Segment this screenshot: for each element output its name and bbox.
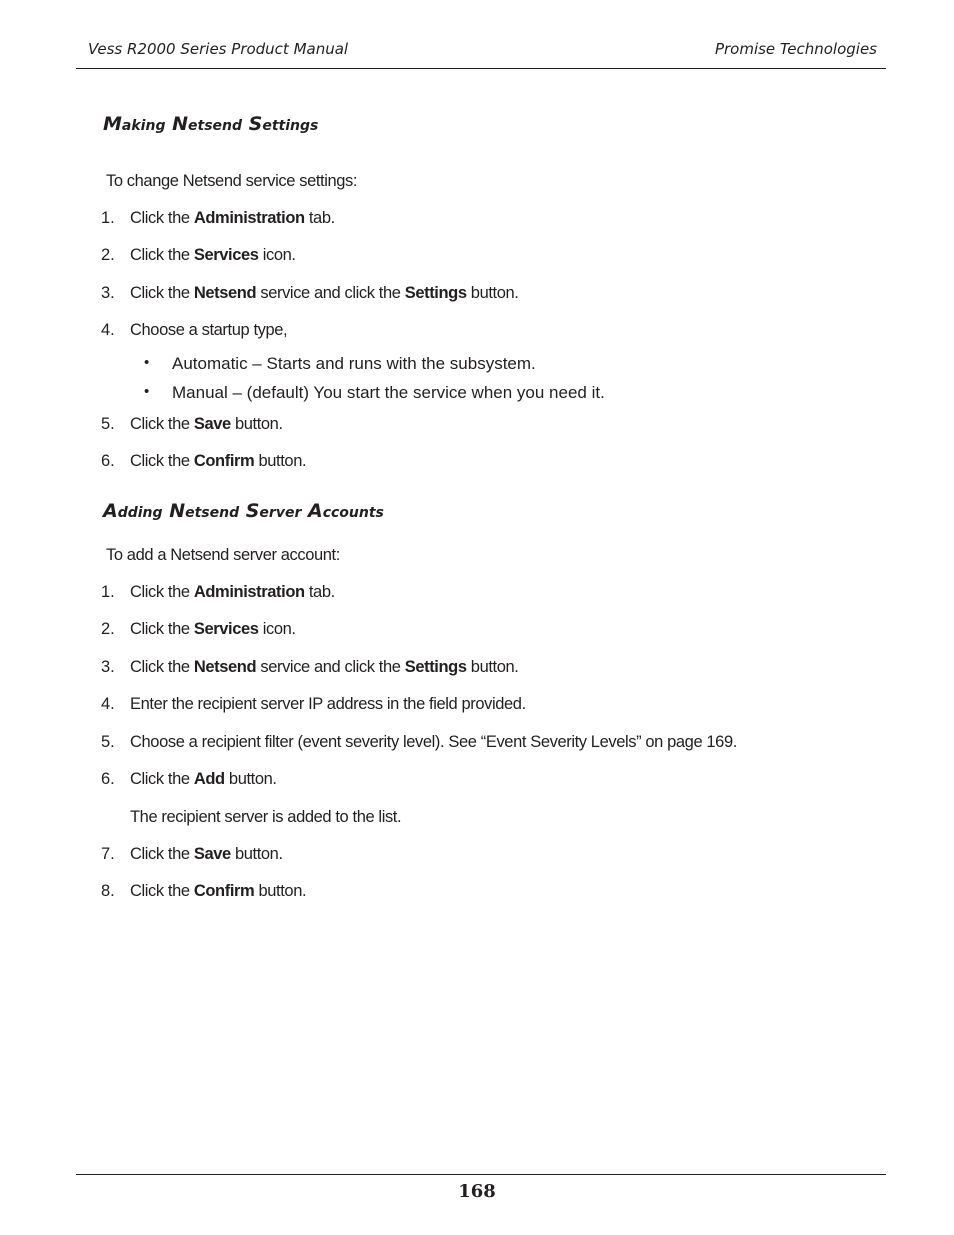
step-number: 7. xyxy=(101,845,115,863)
step-ui-term: Settings xyxy=(404,658,467,676)
list-item xyxy=(130,733,737,752)
heading-word: aking xyxy=(121,118,166,134)
list-item xyxy=(130,209,335,228)
heading-cap: M xyxy=(103,113,122,135)
heading-word: ettings xyxy=(262,118,319,134)
heading-cap: A xyxy=(307,500,323,522)
step-text: tab. xyxy=(304,583,335,601)
step-text: service and click the xyxy=(256,284,405,302)
heading-word: etsend xyxy=(188,118,243,134)
bullet-icon: • xyxy=(144,354,150,371)
step-text: Click the xyxy=(130,770,194,788)
step-ui-term: Services xyxy=(193,246,259,264)
heading-word: ccounts xyxy=(322,505,384,521)
list-item xyxy=(130,695,526,714)
list-item xyxy=(130,658,518,677)
step-text: button. xyxy=(254,882,307,900)
step-text: Click the xyxy=(130,209,194,227)
section-heading-adding-netsend-server-accounts xyxy=(103,500,384,522)
section2-intro: To add a Netsend server account: xyxy=(106,546,340,564)
heading-cap: N xyxy=(169,500,186,522)
step-text: Click the xyxy=(130,284,194,302)
step-ui-term: Administration xyxy=(193,209,305,227)
list-item xyxy=(130,321,287,340)
step-result-note: The recipient server is added to the list. xyxy=(130,808,402,826)
heading-cap: S xyxy=(248,113,263,135)
step-text: Click the xyxy=(130,415,194,433)
heading-cap: N xyxy=(172,113,188,135)
list-item xyxy=(130,620,296,639)
step-ui-term: Confirm xyxy=(193,882,255,900)
list-item xyxy=(130,770,277,789)
step-ui-term: Netsend xyxy=(193,284,257,302)
step-text: Choose a startup type, xyxy=(130,321,288,339)
step-ui-term: Save xyxy=(193,415,231,433)
list-item xyxy=(130,284,518,303)
step-ui-term: Confirm xyxy=(193,452,255,470)
list-item xyxy=(130,246,296,265)
step-text: Click the xyxy=(130,246,194,264)
step-number: 1. xyxy=(101,583,115,601)
step-text: Click the xyxy=(130,452,194,470)
step-text: Click the xyxy=(130,583,194,601)
step-ui-term: Settings xyxy=(404,284,467,302)
section-heading-making-netsend-settings xyxy=(103,113,318,135)
header-manual-title: Vess R2000 Series Product Manual xyxy=(88,40,349,58)
step-number: 6. xyxy=(101,452,115,470)
step-ui-term: Netsend xyxy=(193,658,257,676)
bullet-item-manual: Manual – (default) You start the service when you need it. xyxy=(172,383,605,402)
list-item xyxy=(130,415,283,434)
step-text: button. xyxy=(466,284,519,302)
step-ui-term: Add xyxy=(193,770,225,788)
step-number: 3. xyxy=(101,658,115,676)
list-item xyxy=(130,452,306,471)
header-company: Promise Technologies xyxy=(714,40,877,58)
heading-word: erver xyxy=(259,505,302,521)
header-divider xyxy=(76,68,886,69)
step-number: 2. xyxy=(101,246,115,264)
step-ui-term: Administration xyxy=(193,583,305,601)
step-text: service and click the xyxy=(256,658,405,676)
step-text: Click the xyxy=(130,882,194,900)
step-number: 3. xyxy=(101,284,115,302)
step-ui-term: Services xyxy=(193,620,259,638)
list-item xyxy=(130,583,335,602)
step-text: icon. xyxy=(258,620,296,638)
step-number: 2. xyxy=(101,620,115,638)
heading-word: etsend xyxy=(185,505,240,521)
step-number: 1. xyxy=(101,209,115,227)
step-text: button. xyxy=(254,452,307,470)
step-number: 5. xyxy=(101,733,115,751)
step-number: 4. xyxy=(101,321,115,339)
step-text: tab. xyxy=(304,209,335,227)
bullet-item-automatic: Automatic – Starts and runs with the subsystem. xyxy=(172,354,536,373)
step-number: 6. xyxy=(101,770,115,788)
step-text: button. xyxy=(224,770,277,788)
step-text: Choose a recipient filter (event severity level). See “Event Severity Levels” on page 169. xyxy=(130,733,737,751)
page-number: 168 xyxy=(458,1181,496,1202)
heading-cap: S xyxy=(245,500,260,522)
step-number: 4. xyxy=(101,695,115,713)
step-text: button. xyxy=(466,658,519,676)
step-text: icon. xyxy=(258,246,296,264)
heading-cap: A xyxy=(103,500,118,522)
list-item xyxy=(130,882,306,901)
step-text: Click the xyxy=(130,620,194,638)
bullet-icon: • xyxy=(144,383,150,400)
footer-divider xyxy=(76,1174,886,1175)
step-text: Click the xyxy=(130,845,194,863)
section1-intro: To change Netsend service settings: xyxy=(106,172,358,190)
list-item xyxy=(130,845,283,864)
step-text: button. xyxy=(230,845,283,863)
step-text: button. xyxy=(230,415,283,433)
step-text: Click the xyxy=(130,658,194,676)
step-number: 8. xyxy=(101,882,115,900)
step-text: Enter the recipient server IP address in the field provided. xyxy=(130,695,526,713)
step-number: 5. xyxy=(101,415,115,433)
step-ui-term: Save xyxy=(193,845,231,863)
heading-word: dding xyxy=(117,505,163,521)
